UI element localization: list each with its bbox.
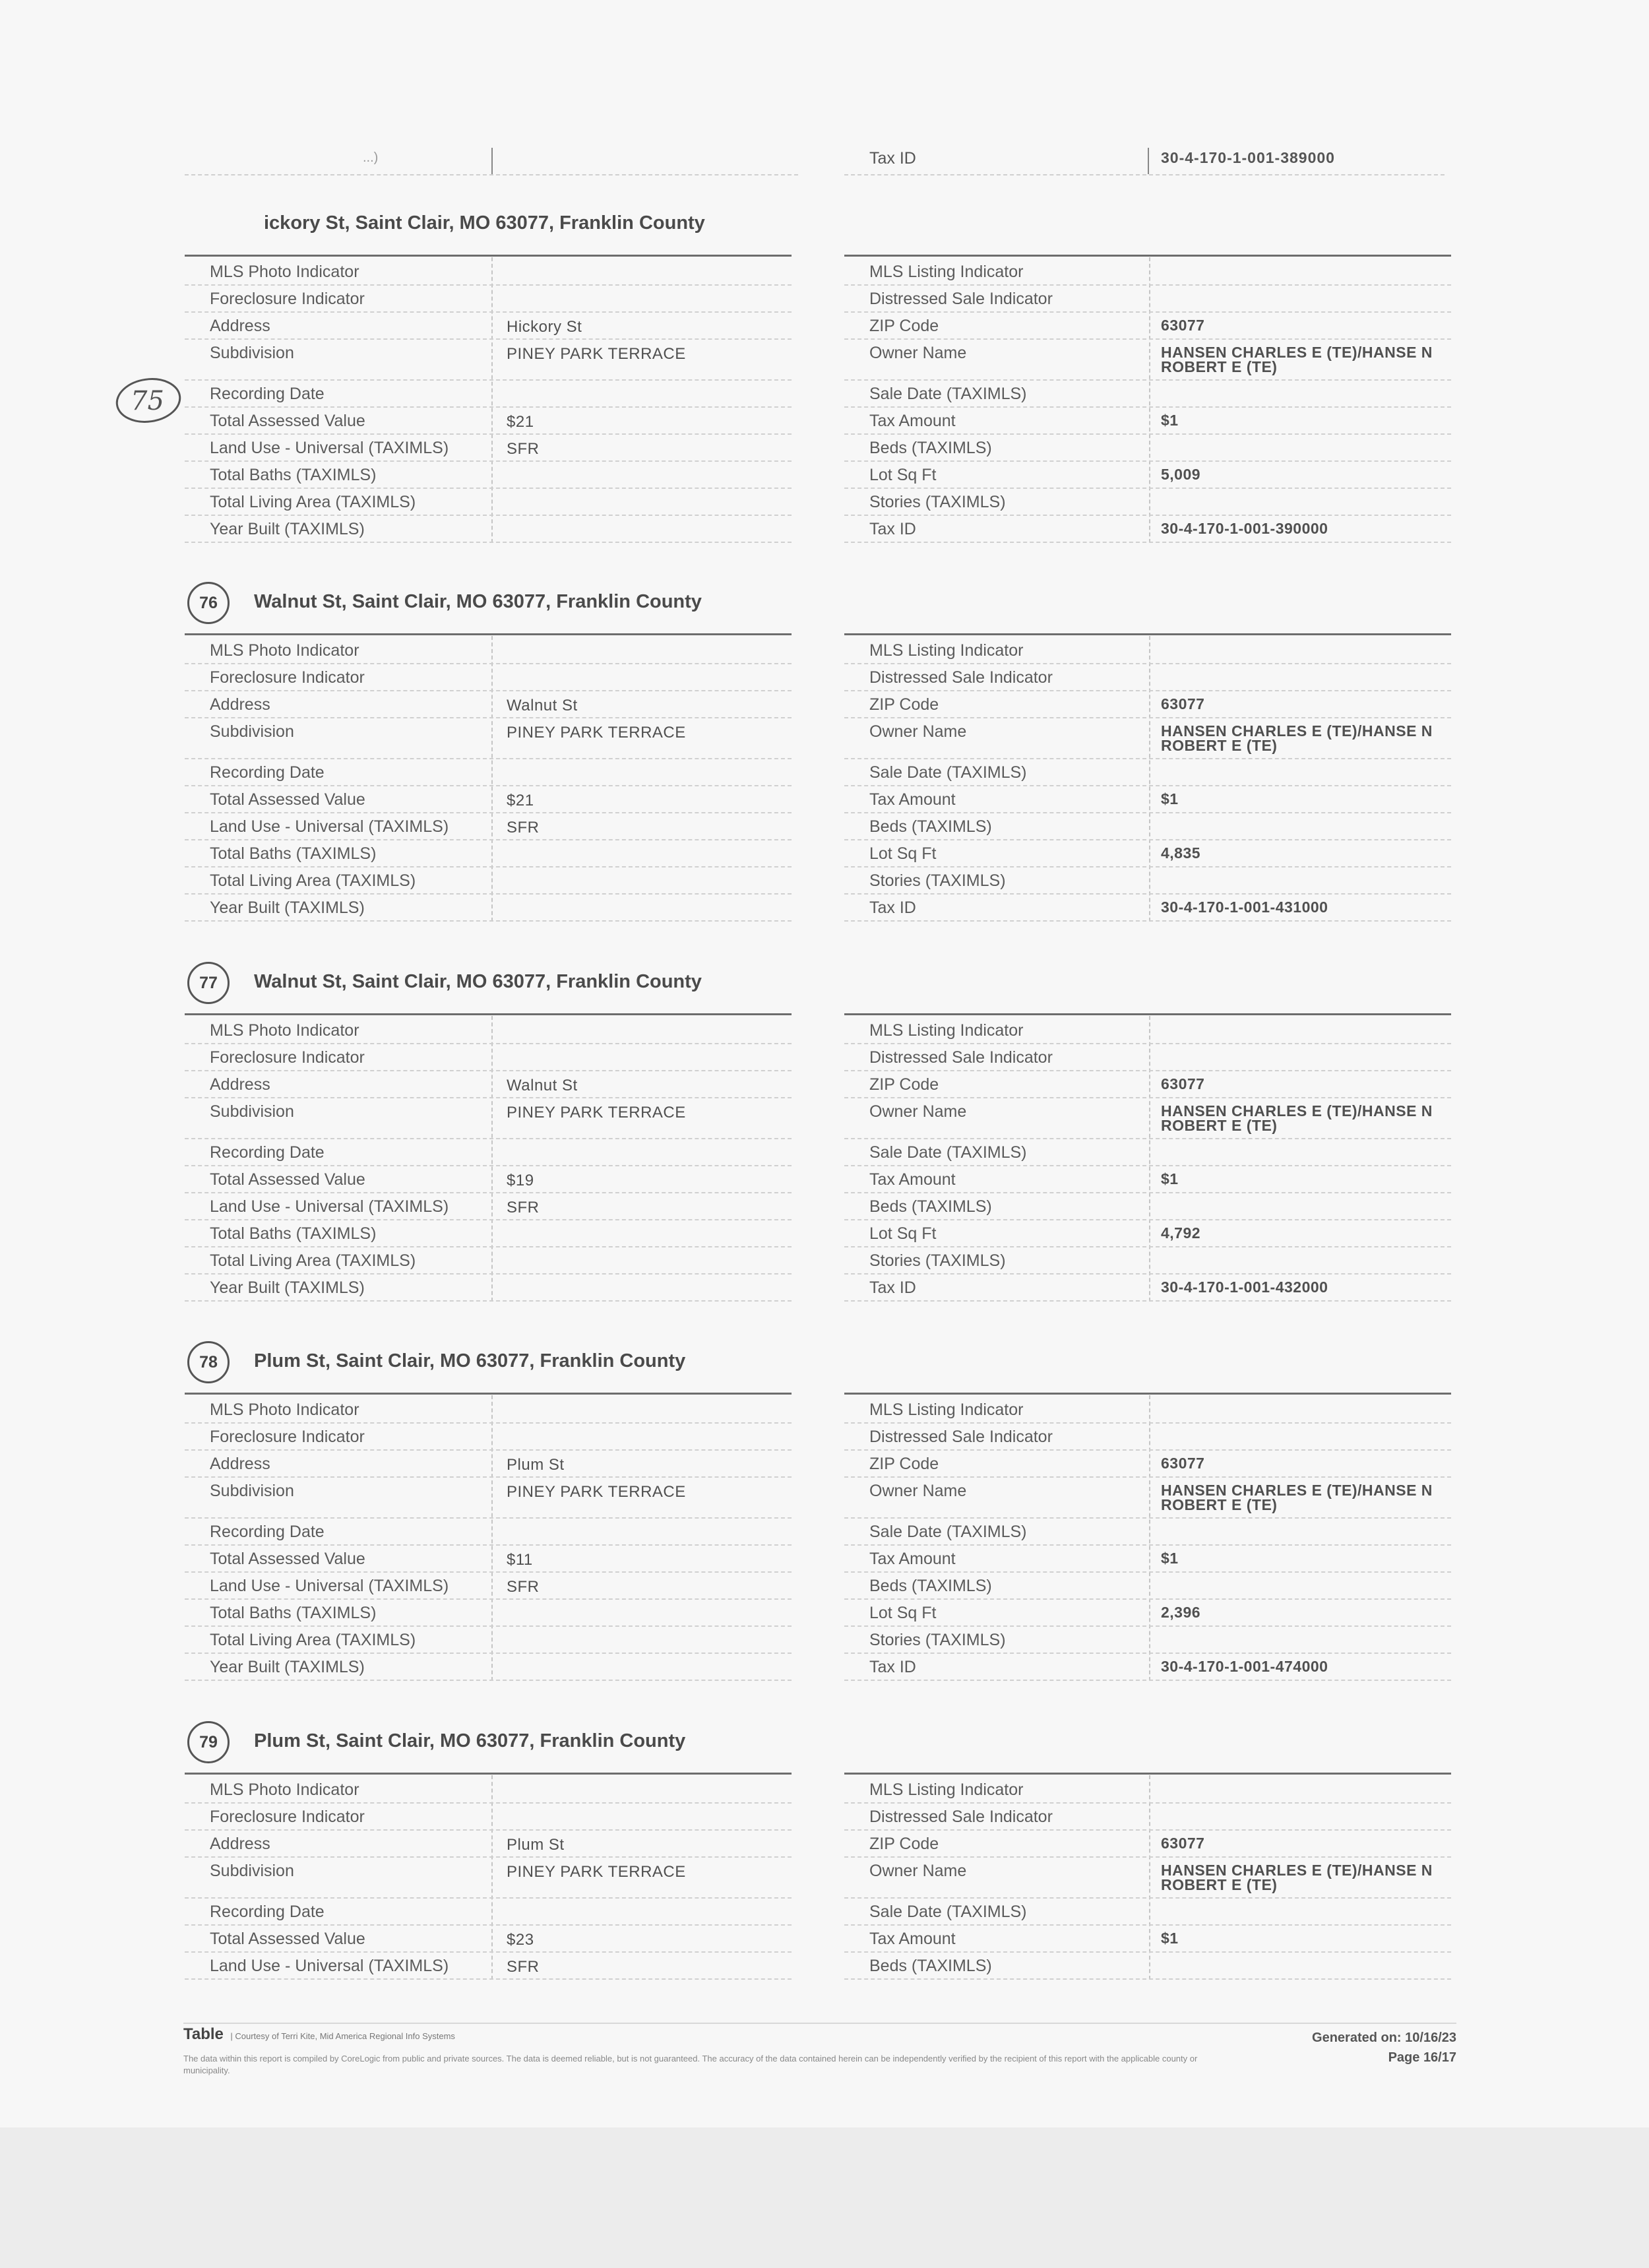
field-label: Tax Amount (869, 1170, 956, 1189)
field-row (844, 759, 1451, 786)
field-row (185, 1600, 792, 1627)
field-label: Beds (TAXIMLS) (869, 1957, 992, 1975)
field-label: Land Use - Universal (TAXIMLS) (210, 1197, 449, 1216)
field-row (185, 1926, 792, 1953)
field-row (844, 1831, 1451, 1858)
field-row (844, 1220, 1451, 1247)
field-label: ZIP Code (869, 695, 939, 714)
field-value: 30-4-170-1-001-431000 (1161, 898, 1328, 916)
column-top-rule (844, 1773, 1451, 1775)
field-value: $1 (1161, 1550, 1179, 1567)
field-label: Tax ID (869, 1658, 916, 1676)
column-top-rule (185, 255, 792, 257)
field-row (844, 718, 1451, 759)
field-label: Total Living Area (TAXIMLS) (210, 493, 416, 511)
field-label: Year Built (TAXIMLS) (210, 520, 365, 538)
record-header (185, 582, 1451, 633)
record-columns (185, 1393, 1451, 1689)
field-row (185, 1451, 792, 1478)
field-label: Beds (TAXIMLS) (869, 817, 992, 836)
field-label: Owner Name (869, 722, 967, 741)
field-label: Year Built (TAXIMLS) (210, 1278, 365, 1297)
field-label: MLS Photo Indicator (210, 263, 359, 281)
field-row (844, 1071, 1451, 1098)
field-label: ZIP Code (869, 1455, 939, 1473)
field-row (185, 1478, 792, 1519)
field-label: Beds (TAXIMLS) (869, 439, 992, 457)
field-row (185, 1044, 792, 1071)
field-label: Total Assessed Value (210, 1170, 365, 1189)
field-value: Walnut St (507, 697, 578, 714)
field-label: Recording Date (210, 763, 325, 782)
right-column (844, 1393, 1451, 1681)
field-label: Distressed Sale Indicator (869, 668, 1053, 687)
field-value: $1 (1161, 790, 1179, 807)
field-row (844, 867, 1451, 895)
field-value: 63077 (1161, 695, 1205, 712)
record-columns (185, 633, 1451, 930)
field-label: Year Built (TAXIMLS) (210, 898, 365, 917)
field-label: Total Living Area (TAXIMLS) (210, 1251, 416, 1270)
field-label: MLS Photo Indicator (210, 1780, 359, 1799)
field-row (185, 1953, 792, 1980)
field-row (185, 313, 792, 340)
field-row (185, 286, 792, 313)
field-row (185, 1071, 792, 1098)
field-row (185, 1777, 792, 1804)
row-divider (844, 174, 1445, 175)
field-label: Lot Sq Ft (869, 844, 937, 863)
field-label: Total Baths (TAXIMLS) (210, 466, 377, 484)
field-row (185, 1899, 792, 1926)
field-value: 63077 (1161, 1455, 1205, 1472)
right-column (844, 1013, 1451, 1302)
field-label: Distressed Sale Indicator (869, 1048, 1053, 1067)
record-number-badge: 79 (187, 1721, 230, 1763)
field-row (844, 1044, 1451, 1071)
field-label: Tax ID (869, 520, 916, 538)
field-value: 30-4-170-1-001-390000 (1161, 520, 1328, 537)
field-row (844, 1926, 1451, 1953)
field-label: Address (210, 1075, 270, 1094)
field-value: $1 (1161, 1930, 1179, 1947)
field-row (844, 1098, 1451, 1139)
field-row (844, 516, 1451, 543)
field-label: Foreclosure Indicator (210, 1808, 365, 1826)
field-row (185, 1654, 792, 1681)
field-label: Land Use - Universal (TAXIMLS) (210, 439, 449, 457)
record-header (185, 962, 1451, 1013)
field-value: PINEY PARK TERRACE (507, 1104, 686, 1121)
field-value: HANSEN CHARLES E (TE)/HANSE N ROBERT E (TE) (1161, 1482, 1433, 1513)
field-row (185, 691, 792, 718)
field-label: Tax Amount (869, 790, 956, 809)
field-value: HANSEN CHARLES E (TE)/HANSE N ROBERT E (TE) (1161, 1102, 1433, 1134)
field-label: Foreclosure Indicator (210, 1428, 365, 1446)
field-value: PINEY PARK TERRACE (507, 345, 686, 363)
field-label: Subdivision (210, 1102, 294, 1121)
field-value: 5,009 (1161, 466, 1201, 483)
field-label: Sale Date (TAXIMLS) (869, 763, 1027, 782)
field-row (844, 1627, 1451, 1654)
generated-date: Generated on: 10/16/23 (1312, 2031, 1456, 2045)
record-title: ickory St, Saint Clair, MO 63077, Franklin County (264, 212, 705, 234)
field-label: Lot Sq Ft (869, 1604, 937, 1622)
left-column (185, 633, 792, 922)
field-label: Subdivision (210, 722, 294, 741)
record-columns (185, 255, 1451, 551)
field-label: Tax Amount (869, 1550, 956, 1568)
field-value: PINEY PARK TERRACE (507, 724, 686, 741)
property-record (185, 1341, 1451, 1689)
record-header (185, 203, 1451, 255)
field-label: Foreclosure Indicator (210, 1048, 365, 1067)
field-label: MLS Listing Indicator (869, 641, 1024, 660)
field-label: Recording Date (210, 1143, 325, 1162)
footer-rule (183, 2023, 1456, 2024)
footer-title: Table (183, 2025, 224, 2043)
field-row (185, 1573, 792, 1600)
field-row (844, 895, 1451, 922)
field-label: Land Use - Universal (TAXIMLS) (210, 817, 449, 836)
field-value: $23 (507, 1931, 534, 1949)
field-row (844, 462, 1451, 489)
field-label: Owner Name (869, 1862, 967, 1880)
field-label: Stories (TAXIMLS) (869, 1251, 1006, 1270)
field-label: Total Baths (TAXIMLS) (210, 844, 377, 863)
field-label: Distressed Sale Indicator (869, 1428, 1053, 1446)
field-label: Sale Date (TAXIMLS) (869, 1523, 1027, 1541)
field-row (185, 1519, 792, 1546)
field-row (844, 340, 1451, 381)
field-row (844, 1858, 1451, 1899)
field-label: Owner Name (869, 344, 967, 362)
handwritten-circled-number (112, 373, 185, 425)
field-label: Stories (TAXIMLS) (869, 1631, 1006, 1649)
field-label: MLS Listing Indicator (869, 1021, 1024, 1040)
left-column (185, 1393, 792, 1681)
field-row (844, 813, 1451, 840)
column-top-rule (185, 633, 792, 635)
field-row (185, 1831, 792, 1858)
footer-meta (1312, 2028, 1456, 2067)
field-row (185, 1166, 792, 1193)
field-row (844, 1275, 1451, 1302)
field-label: Recording Date (210, 1523, 325, 1541)
field-value: PINEY PARK TERRACE (507, 1863, 686, 1881)
column-top-rule (185, 1013, 792, 1015)
field-row (844, 1247, 1451, 1275)
fragment-text: ...) (363, 150, 379, 165)
field-label: Year Built (TAXIMLS) (210, 1658, 365, 1676)
record-number-badge: 77 (187, 962, 230, 1004)
field-label: Subdivision (210, 344, 294, 362)
field-row (185, 786, 792, 813)
field-row (185, 1424, 792, 1451)
field-value: Walnut St (507, 1077, 578, 1094)
field-value: SFR (507, 819, 540, 836)
field-row (185, 408, 792, 435)
footer-courtesy: | Courtesy of Terri Kite, Mid America Regional Info Systems (230, 2031, 455, 2041)
tax-id-label: Tax ID (869, 149, 916, 168)
field-label: Sale Date (TAXIMLS) (869, 1903, 1027, 1921)
field-value: 30-4-170-1-001-474000 (1161, 1658, 1328, 1675)
field-label: Subdivision (210, 1862, 294, 1880)
field-row (185, 637, 792, 664)
field-label: Tax ID (869, 1278, 916, 1297)
field-label: Owner Name (869, 1102, 967, 1121)
field-label: MLS Listing Indicator (869, 1780, 1024, 1799)
column-top-rule (844, 255, 1451, 257)
field-value: SFR (507, 1958, 540, 1976)
field-label: Tax Amount (869, 412, 956, 430)
field-label: Land Use - Universal (TAXIMLS) (210, 1957, 449, 1975)
field-row (185, 381, 792, 408)
field-value: SFR (507, 440, 540, 458)
field-row (844, 1424, 1451, 1451)
column-top-rule (844, 1013, 1451, 1015)
field-row (844, 259, 1451, 286)
column-separator (1148, 148, 1149, 174)
field-row (185, 259, 792, 286)
field-row (185, 1546, 792, 1573)
field-row (844, 408, 1451, 435)
left-column (185, 1773, 792, 1980)
field-value: $1 (1161, 1170, 1179, 1187)
tax-id-value: 30-4-170-1-001-389000 (1161, 149, 1335, 166)
field-value: $19 (507, 1172, 534, 1189)
field-row (844, 637, 1451, 664)
field-value: 30-4-170-1-001-432000 (1161, 1278, 1328, 1296)
field-row (185, 489, 792, 516)
field-value: Hickory St (507, 318, 582, 336)
field-label: Sale Date (TAXIMLS) (869, 385, 1027, 403)
column-top-rule (185, 1773, 792, 1775)
field-row (185, 340, 792, 381)
record-header (185, 1721, 1451, 1773)
field-row (185, 1804, 792, 1831)
field-label: Foreclosure Indicator (210, 290, 365, 308)
field-value: HANSEN CHARLES E (TE)/HANSE N ROBERT E (TE) (1161, 722, 1433, 754)
handwritten-number: 75 (131, 386, 164, 416)
page-number: Page 16/17 (1388, 2050, 1456, 2065)
field-value: $1 (1161, 412, 1179, 429)
field-value: Plum St (507, 1836, 565, 1854)
field-row (844, 1166, 1451, 1193)
field-row (185, 435, 792, 462)
field-label: Beds (TAXIMLS) (869, 1197, 992, 1216)
field-label: Total Assessed Value (210, 790, 365, 809)
field-label: Foreclosure Indicator (210, 668, 365, 687)
field-row (185, 1193, 792, 1220)
column-separator (491, 148, 493, 174)
scan-margin (0, 2127, 1649, 2268)
field-value: 2,396 (1161, 1604, 1201, 1621)
field-row (185, 516, 792, 543)
field-row (844, 1017, 1451, 1044)
field-row (185, 1397, 792, 1424)
field-label: Land Use - Universal (TAXIMLS) (210, 1577, 449, 1595)
column-top-rule (844, 1393, 1451, 1395)
field-label: Address (210, 695, 270, 714)
field-label: Tax ID (869, 898, 916, 917)
field-row (844, 313, 1451, 340)
field-value: 4,792 (1161, 1224, 1201, 1242)
field-label: Beds (TAXIMLS) (869, 1577, 992, 1595)
field-label: Total Assessed Value (210, 1550, 365, 1568)
field-value: HANSEN CHARLES E (TE)/HANSE N ROBERT E (TE) (1161, 1862, 1433, 1893)
field-row (844, 1777, 1451, 1804)
field-row (844, 1451, 1451, 1478)
field-label: Lot Sq Ft (869, 1224, 937, 1243)
field-value: SFR (507, 1578, 540, 1596)
field-row (185, 759, 792, 786)
right-column (844, 633, 1451, 922)
column-top-rule (844, 633, 1451, 635)
field-label: Tax Amount (869, 1930, 956, 1948)
field-label: MLS Listing Indicator (869, 263, 1024, 281)
field-label: Recording Date (210, 385, 325, 403)
field-value: 63077 (1161, 1075, 1205, 1092)
field-value: 63077 (1161, 1835, 1205, 1852)
field-value: Plum St (507, 1456, 565, 1474)
field-row (844, 435, 1451, 462)
field-row (185, 1220, 792, 1247)
field-value: $21 (507, 413, 534, 431)
record-columns (185, 1013, 1451, 1310)
field-row (185, 1627, 792, 1654)
left-column (185, 1013, 792, 1302)
field-row (844, 489, 1451, 516)
field-label: Subdivision (210, 1482, 294, 1500)
field-label: Distressed Sale Indicator (869, 290, 1053, 308)
right-column (844, 1773, 1451, 1980)
record-number-badge: 78 (187, 1341, 230, 1383)
field-label: Total Baths (TAXIMLS) (210, 1224, 377, 1243)
field-label: Stories (TAXIMLS) (869, 871, 1006, 890)
field-label: Total Living Area (TAXIMLS) (210, 1631, 416, 1649)
field-label: ZIP Code (869, 317, 939, 335)
field-row (185, 1858, 792, 1899)
record-title: Plum St, Saint Clair, MO 63077, Franklin County (254, 1350, 686, 1371)
field-label: Total Assessed Value (210, 1930, 365, 1948)
field-row (185, 895, 792, 922)
left-column (185, 255, 792, 543)
footer-disclaimer: The data within this report is compiled by CoreLogic from public and private sources. The data is deemed reliable, but is not guaranteed. The accuracy of the data contained herein can be independently verified by the recipient of this report with the applicable county or municipality. (183, 2054, 1198, 2075)
field-row (185, 462, 792, 489)
right-column (844, 255, 1451, 543)
field-label: MLS Photo Indicator (210, 1021, 359, 1040)
field-row (185, 1017, 792, 1044)
row-divider (185, 174, 798, 175)
field-row (844, 1139, 1451, 1166)
field-row (844, 1193, 1451, 1220)
field-row (844, 286, 1451, 313)
field-row (844, 1397, 1451, 1424)
field-label: Stories (TAXIMLS) (869, 493, 1006, 511)
field-row (185, 1247, 792, 1275)
field-row (185, 1275, 792, 1302)
field-label: Total Assessed Value (210, 412, 365, 430)
field-row (844, 1804, 1451, 1831)
field-label: MLS Photo Indicator (210, 1401, 359, 1419)
field-label: MLS Listing Indicator (869, 1401, 1024, 1419)
field-row (844, 1478, 1451, 1519)
field-value: PINEY PARK TERRACE (507, 1483, 686, 1501)
field-row (185, 1139, 792, 1166)
field-label: ZIP Code (869, 1075, 939, 1094)
field-label: Lot Sq Ft (869, 466, 937, 484)
field-label: Total Baths (TAXIMLS) (210, 1604, 377, 1622)
previous-record-fragment (185, 145, 1445, 178)
field-label: Distressed Sale Indicator (869, 1808, 1053, 1826)
field-row (844, 1953, 1451, 1980)
field-value: 4,835 (1161, 844, 1201, 862)
field-value: $21 (507, 792, 534, 809)
record-header (185, 1341, 1451, 1393)
field-label: Sale Date (TAXIMLS) (869, 1143, 1027, 1162)
property-record (185, 1721, 1451, 2069)
field-row (844, 1546, 1451, 1573)
field-label: Recording Date (210, 1903, 325, 1921)
field-row (844, 1899, 1451, 1926)
field-value: $11 (507, 1551, 533, 1569)
field-row (844, 664, 1451, 691)
column-top-rule (185, 1393, 792, 1395)
field-value: 63077 (1161, 317, 1205, 334)
field-row (185, 1098, 792, 1139)
record-title: Walnut St, Saint Clair, MO 63077, Franklin County (254, 971, 702, 992)
record-title: Plum St, Saint Clair, MO 63077, Franklin County (254, 1730, 686, 1751)
field-row (844, 691, 1451, 718)
field-row (185, 813, 792, 840)
field-label: Address (210, 317, 270, 335)
field-row (185, 664, 792, 691)
field-label: Address (210, 1455, 270, 1473)
field-label: MLS Photo Indicator (210, 641, 359, 660)
field-row (844, 1519, 1451, 1546)
field-label: Total Living Area (TAXIMLS) (210, 871, 416, 890)
field-row (844, 786, 1451, 813)
field-value: SFR (507, 1199, 540, 1216)
field-label: Address (210, 1835, 270, 1853)
field-row (844, 1600, 1451, 1627)
field-label: Owner Name (869, 1482, 967, 1500)
field-row (844, 381, 1451, 408)
field-label: ZIP Code (869, 1835, 939, 1853)
property-record (185, 962, 1451, 1310)
property-record (185, 582, 1451, 930)
field-row (844, 1573, 1451, 1600)
field-row (185, 718, 792, 759)
record-number-badge: 76 (187, 582, 230, 624)
field-row (185, 840, 792, 867)
field-value: HANSEN CHARLES E (TE)/HANSE N ROBERT E (TE) (1161, 344, 1433, 375)
record-title: Walnut St, Saint Clair, MO 63077, Franklin County (254, 591, 702, 612)
field-row (844, 1654, 1451, 1681)
property-record (185, 203, 1451, 551)
field-row (185, 867, 792, 895)
field-row (844, 840, 1451, 867)
